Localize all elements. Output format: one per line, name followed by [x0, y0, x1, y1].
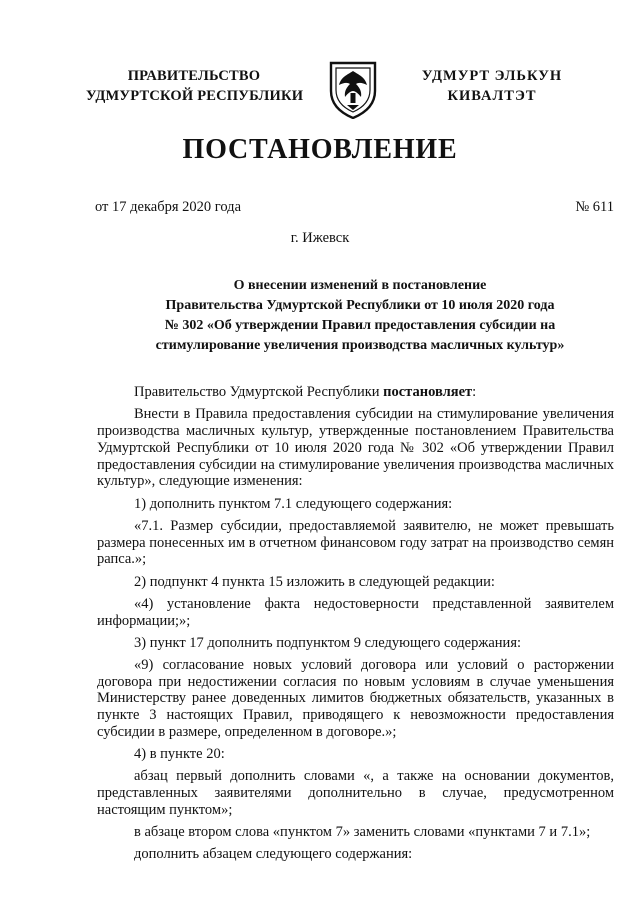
document-date: от 17 декабря 2020 года [95, 199, 241, 215]
document-title: ПОСТАНОВЛЕНИЕ [182, 134, 458, 165]
intro-colon: : [472, 384, 477, 400]
udmurt-coat-of-arms-icon [327, 55, 379, 119]
header-right-block [412, 66, 572, 106]
header-left-line2: УДМУРТСКОЙ РЕСПУБЛИКИ [86, 88, 304, 104]
intro-paragraph [97, 384, 614, 401]
subject-line: стимулирование увеличения производства масличных культур» [155, 338, 565, 353]
body-paragraph: 3) пункт 17 дополнить подпунктом 9 следующего содержания: [134, 634, 522, 651]
intro-keyword: постановляет [383, 384, 473, 400]
document-subject [110, 276, 610, 356]
body-paragraph: Внести в Правила предоставления субсидии на стимулирование увеличения производства масличных культур, утвержденные постановлением Правительства Удмуртской Республики от 10 июля 2020 года № 302 «Об утверждении Правил предоставления субсидии на стимулирование увеличения производства масличных культур», следующие изменения: [97, 406, 614, 490]
subject-line: О внесении изменений в постановление [233, 278, 487, 293]
body-paragraph: 2) подпункт 4 пункта 15 изложить в следующей редакции: [134, 573, 495, 590]
document-number: № 611 [575, 199, 614, 215]
header-right-line2: КИВАЛТЭТ [447, 88, 537, 104]
subject-line: Правительства Удмуртской Республики от 10 июля 2020 года [165, 298, 555, 313]
intro-text: Правительство Удмуртской Республики [134, 384, 384, 400]
header-right-line1: УДМУРТ ЭЛЬКУН [421, 68, 563, 84]
document-body [97, 384, 614, 869]
body-paragraph: 4) в пункте 20: [134, 746, 225, 763]
body-paragraph: «4) установление факта недостоверности представленной заявителем информации;»; [97, 595, 614, 629]
subject-line: № 302 «Об утверждении Правил предоставления субсидии на [164, 318, 556, 333]
body-paragraph: «9) согласование новых условий договора или условий о расторжении договора при недостижении согласия по новым условиям в случае уменьшения Министерству ранее доведенных лимитов бюджетных обязательств, указанных в пункте 3 настоящих Правил, приводящего к невозможности предоставления субсидии в размере, определенном в договоре.»; [97, 656, 614, 741]
header-left-block [86, 66, 302, 106]
body-paragraph: в абзаце втором слова «пунктом 7» заменить словами «пунктами 7 и 7.1»; [134, 824, 591, 841]
body-paragraph: абзац первый дополнить словами «, а также на основании документов, представленных заявителями дополнительно в случае, предусмотренном настоящим пунктом»; [97, 768, 614, 819]
body-paragraph: 1) дополнить пунктом 7.1 следующего содержания: [134, 495, 453, 512]
body-paragraph: «7.1. Размер субсидии, предоставляемой заявителю, не может превышать размера понесенных им в отчетном финансовом году затрат на производство семян рапса.»; [97, 517, 614, 568]
document-city: г. Ижевск [290, 230, 350, 246]
header-left-line1: ПРАВИТЕЛЬСТВО [127, 68, 261, 84]
body-paragraph: дополнить абзацем следующего содержания: [134, 846, 413, 863]
